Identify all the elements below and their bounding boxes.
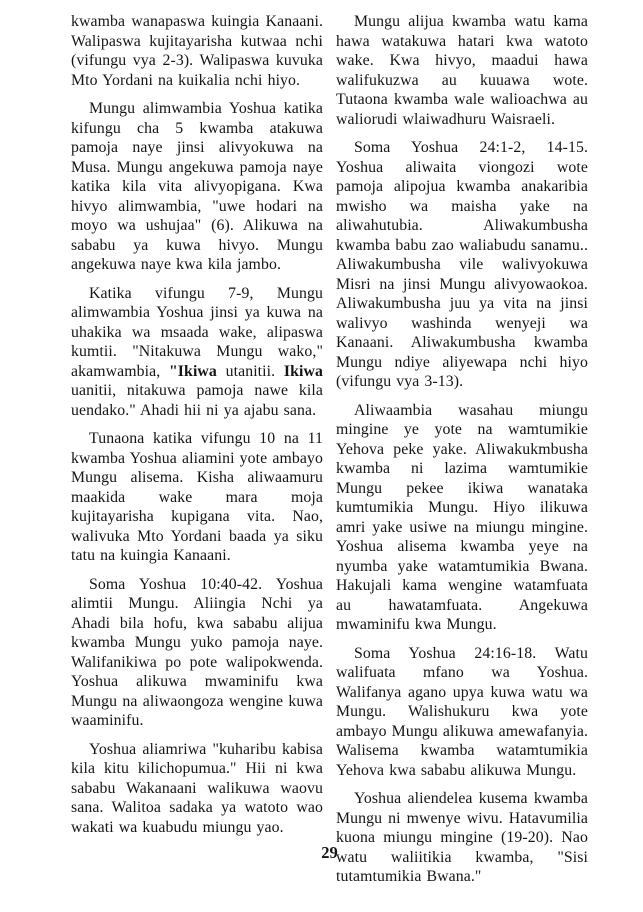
text-segment: Soma Yoshua 24:1-2, 14-15. Yoshua aliwaita viongozi wote pamoja alipojua kwamba anakaribia mwisho wa maisha yake na aliwahutubia. Aliwakumbusha kwamba babu zao waliabudu sanamu.. Aliwakumbusha vile walivyokuwa Misri na jinsi Mungu alivyowaokoa. Aliwakumbusha juu ya vita na jinsi walivyo washinda wenyeji wa Kanaani. Aliwakumbusha kwamba Mungu ndiye aliyewapa nchi hiyo (vifungu vya 3-13). [336,139,588,390]
paragraph [336,789,588,887]
text-segment: uanitii, nitakuwa pamoja nawe kila uendako." Ahadi hii ni ya ajabu sana. [71,382,323,419]
column-right [336,12,588,896]
text-segment: Aliwaambia wasahau miungu mingine ye yote na wamtumikie Yehova peke yake. Aliwakukmbusha kwamba ni lazima wamtumikie Mungu pekee ikiwa wanataka kumtumikia Mungu. Hiyo ilikuwa amri yake usiwe na miungu mingine. Yoshua alisema kwamba yeye na nyumba yake watamtumikia Bwana. Hakujali kama wengine watamfuata au hawatamfuata. Angekuwa mwaminifu kwa Mungu. [336,401,588,633]
bold-text-segment: Ikiwa [283,362,324,380]
paragraph [71,740,323,838]
paragraph [71,284,323,421]
paragraph [71,429,323,566]
paragraph [336,401,588,635]
text-segment: Soma Yoshua 24:16-18. Watu walifuata mfano wa Yoshua. Walifanya agano upya kuwa watu wa Mungu. Walishukuru kwa yote ambayo Mungu alikuwa amewafanyia. Walisema kwamba watamtumikia Yehova kwa sababu alikuwa Mungu. [336,644,588,779]
text-body [71,12,588,896]
page-number: 29 [321,843,338,862]
text-segment: kwamba wanapaswa kuingia Kanaani. Walipaswa kujitayarisha kutwaa nchi (vifungu vya 2-3). Walipaswa kuvuka Mto Yordani na kuikalia nchi hiyo. [71,13,323,89]
paragraph [71,575,323,731]
text-segment: Yoshua aliendelea kusema kwamba Mungu ni mwenye wivu. Hatavumilia kuona miungu mingine (19-20). Nao watu waliitikia kwamba, "Sisi tutamtumikia Bwana." [336,790,588,885]
text-segment: Katika vifungu 7-9, Mungu alimwambia Yoshua jinsi ya kuwa na uhakika wa msaada wake, alipaswa kumtii. "Nitakuwa Mungu wako," akamwambia, [71,284,323,380]
paragraph [336,138,588,392]
text-segment: Mungu alimwambia Yoshua katika kifungu cha 5 kwamba atakuwa pamoja naye jinsi alivyokuwa na Musa. Mungu angekuwa pamoja naye katika kila vita alivyopigana. Kwa hivyo alimwambia, "uwe hodari na moyo wa ushujaa" (6). Alikuwa na sababu ya kuwa hivyo. Mungu angekuwa naye kwa kila jambo. [71,100,323,273]
paragraph [71,12,323,90]
text-segment: utanitii. [216,362,284,380]
paragraph [336,644,588,781]
paragraph [71,99,323,275]
text-segment: Mungu alijua kwamba watu kama hawa watakuwa hatari kwa watoto wake. Kwa hivyo, maadui hawa walifukuzwa au kuuawa wote. Tutaona kwamba wale walioachwa au waliorudi wlaiwadhuru Waisraeli. [336,13,588,128]
column-left [71,12,323,896]
text-segment: Tunaona katika vifungu 10 na 11 kwamba Yoshua aliamini yote ambayo Mungu alisema. Kisha aliwaamuru maakida wake mara moja kujitayarisha kupigana vita. Nao, walivuka Mto Yordani baada ya siku tatu na kuingia Kanaani. [71,430,323,564]
text-segment: Yoshua aliamriwa "kuharibu kabisa kila kitu kilichopumua." Hii ni kwa sababu Wakanaani walikuwa waovu sana. Walitoa sadaka ya watoto wao wakati wa kuabudu miungu yao. [71,740,323,836]
bold-text-segment: "Ikiwa [168,362,217,380]
paragraph [336,12,588,129]
text-segment: Soma Yoshua 10:40-42. Yoshua alimtii Mungu. Aliingia Nchi ya Ahadi bila hofu, kwa sababu alijua kwamba Mungu yuko pamoja naye. Walifanikiwa po pote walipokwenda. Yoshua alikuwa mwaminifu kwa Mungu na aliwaongoza wengine kuwa waaminifu. [71,575,323,729]
